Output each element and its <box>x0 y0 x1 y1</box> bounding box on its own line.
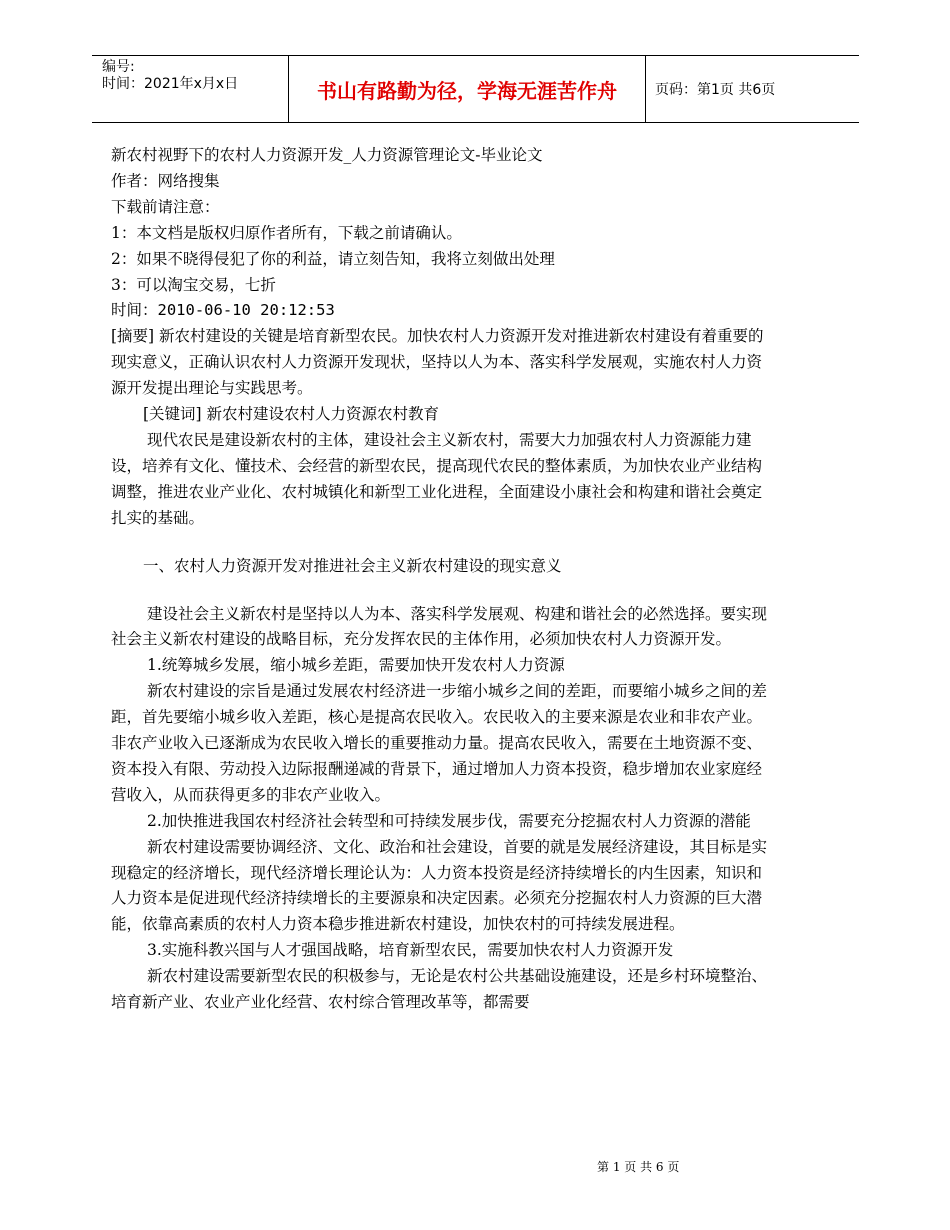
paragraph-5: 新农村建设需要新型农民的积极参与，无论是农村公共基础设施建设，还是乡村环境整治、培育新产业、农业产业化经营、农村综合管理改革等，都需要 <box>111 967 768 1012</box>
notice-3: 3：可以淘宝交易，七折 <box>111 275 276 294</box>
page-footer: 第 1 页 共 6 页 <box>597 1160 680 1174</box>
abstract: [摘要] 新农村建设的关键是培育新型农民。加快农村人力资源开发对推进新农村建设有着重要的现实意义，正确认识农村人力资源开发现状，坚持以人为本、落实科学发展观，实施农村人力资源开发提出理论与实践思考。 <box>111 327 764 398</box>
subheading-1: 1.统筹城乡发展，缩小城乡差距，需要加快开发农村人力资源 <box>147 656 565 675</box>
notice-1: 1：本文档是版权归原作者所有，下载之前请确认。 <box>111 223 462 242</box>
notice-title: 下载前请注意： <box>111 197 220 216</box>
subheading-3: 3.实施科教兴国与人才强国战略，培育新型农民，需要加快农村人力资源开发 <box>147 941 674 960</box>
subheading-2: 2.加快推进我国农村经济社会转型和可持续发展步伐，需要充分挖掘农村人力资源的潜能 <box>147 811 751 830</box>
paragraph-2: 建设社会主义新农村是坚持以人为本、落实科学发展观、构建和谐社会的必然选择。要实现社会主义新农村建设的战略目标，充分发挥农民的主体作用，必须加快农村人力资源开发。 <box>111 604 768 649</box>
number-label: 编号: <box>102 59 135 75</box>
doc-title: 新农村视野下的农村人力资源开发_人力资源管理论文-毕业论文 <box>111 146 543 164</box>
doc-author: 作者：网络搜集 <box>111 171 220 190</box>
document-body <box>111 143 771 1016</box>
header-page-info: 页码：第1页 共6页 <box>655 82 776 98</box>
section-heading-1: 一、农村人力资源开发对推进社会主义新农村建设的现实意义 <box>143 556 562 575</box>
paragraph-1: 现代农民是建设新农村的主体，建设社会主义新农村，需要大力加强农村人力资源能力建设，培养有文化、懂技术、会经营的新型农民，提高现代农民的整体素质，为加快农业产业结构调整，推进农业产业化、农村城镇化和新型工业化进程，全面建设小康社会和构建和谐社会奠定扎实的基础。 <box>111 430 763 527</box>
page-header <box>92 55 859 123</box>
keywords: [关键词] 新农村建设农村人力资源农村教育 <box>143 405 440 424</box>
header-motto: 书山有路勤为径，学海无涯苦作舟 <box>288 56 646 122</box>
paragraph-3: 新农村建设的宗旨是通过发展农村经济进一步缩小城乡之间的差距，而要缩小城乡之间的差距，首先要缩小城乡收入差距，核心是提高农民收入。农民收入的主要来源是农业和非农产业。非农产业收入已逐渐成为农民收入增长的重要推动力量。提高农民收入，需要在土地资源不变、资本投入有限、劳动投入边际报酬递减的背景下，通过增加人力资本投资，稳步增加农业家庭经营收入，从而获得更多的非农产业收入。 <box>111 682 768 804</box>
paragraph-4: 新农村建设需要协调经济、文化、政治和社会建设，首要的就是发展经济建设，其目标是实现稳定的经济增长，现代经济增长理论认为：人力资本投资是经济持续增长的内生因素，知识和人力资本是促进现代经济持续增长的主要源泉和决定因素。必须充分挖掘农村人力资源的巨大潜能，依靠高素质的农村人力资本稳步推进新农村建设，加快农村的可持续发展进程。 <box>111 837 768 934</box>
header-meta <box>92 56 288 122</box>
doc-time: 时间：2010-06-10 20:12:53 <box>111 301 335 320</box>
notice-2: 2：如果不晓得侵犯了你的利益，请立刻告知，我将立刻做出处理 <box>111 249 555 268</box>
time-label: 时间：2021年x月x日 <box>102 76 239 92</box>
